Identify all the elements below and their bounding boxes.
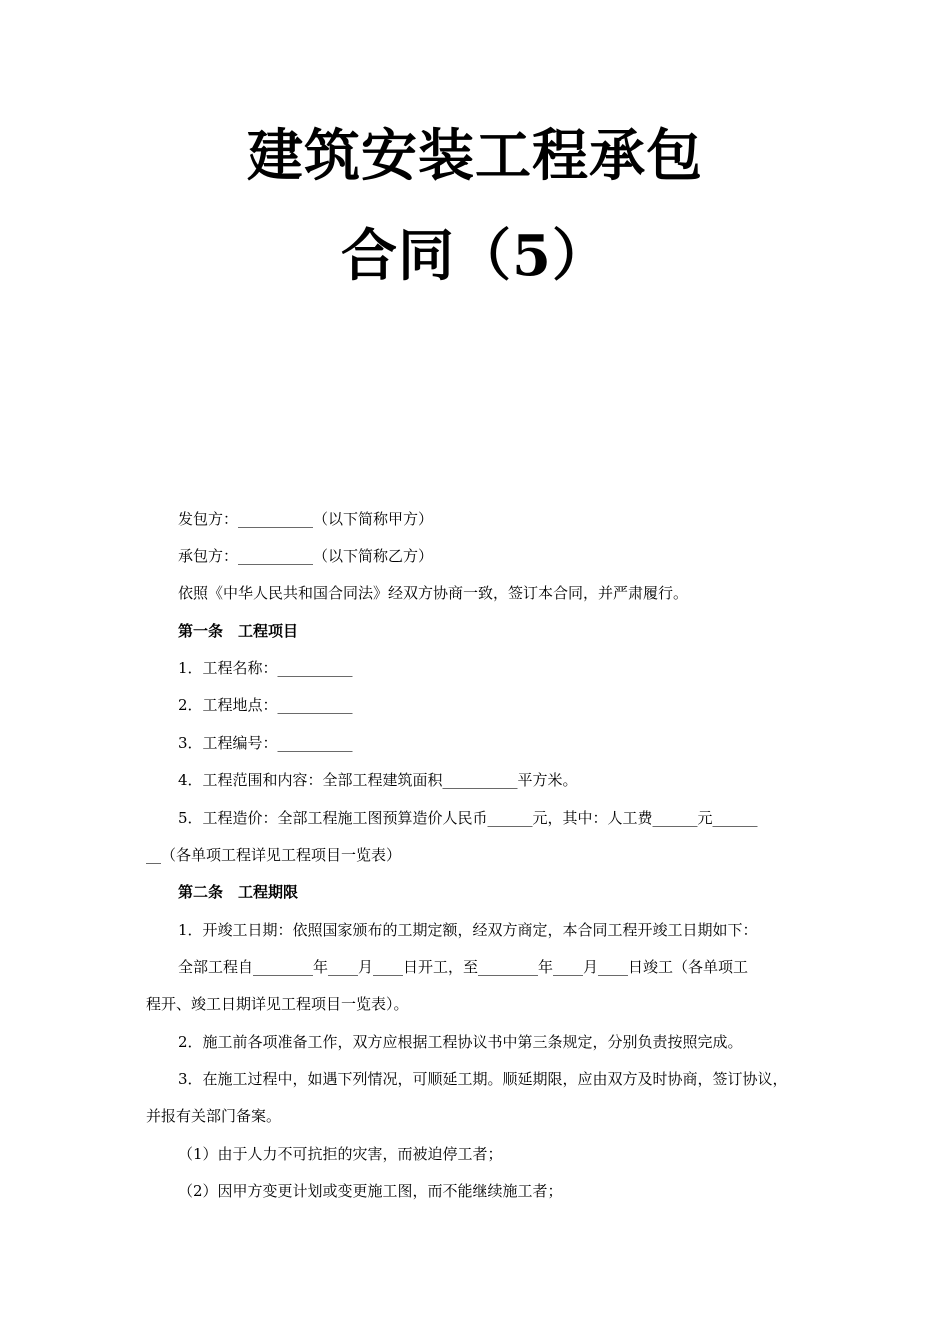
project-number-item: 3．工程编号：__________	[178, 734, 353, 752]
project-scope-item: 4．工程范围和内容：全部工程建筑面积__________平方米。	[178, 771, 578, 789]
party-a-line: 发包方：__________（以下简称甲方）	[178, 510, 434, 528]
article-2-heading: 第二条 工程期限	[178, 883, 299, 901]
project-cost-item: 5．工程造价：全部工程施工图预算造价人民币______元，其中：人工费______元______	[178, 809, 758, 827]
preamble-paragraph: 依照《中华人民共和国合同法》经双方协商一致，签订本合同，并严肃履行。	[178, 584, 689, 602]
schedule-dates-line-continued: 程开、竣工日期详见工程项目一览表）。	[146, 995, 409, 1013]
schedule-dates-line: 全部工程自________年____月____日开工，至________年____月____日竣工（各单项工	[178, 958, 749, 976]
project-cost-item-continued: __（各单项工程详见工程项目一览表）	[146, 846, 402, 864]
document-title-line-2: 合同（5）	[341, 223, 609, 289]
document-title-line-1: 建筑安装工程承包	[247, 123, 703, 189]
schedule-item: 1．开竣工日期：依照国家颁布的工期定额，经双方商定，本合同工程开竣工日期如下：	[178, 921, 758, 939]
extension-case-2: （2）因甲方变更计划或变更施工图，而不能继续施工者；	[178, 1182, 563, 1200]
extension-item: 3．在施工过程中，如遇下列情况，可顺延工期。顺延期限，应由双方及时协商，签订协议，	[178, 1070, 788, 1088]
extension-item-continued: 并报有关部门备案。	[146, 1107, 282, 1125]
project-location-item: 2．工程地点：__________	[178, 696, 353, 714]
extension-case-1: （1）由于人力不可抗拒的灾害，而被迫停工者；	[178, 1145, 503, 1163]
party-b-line: 承包方：__________（以下简称乙方）	[178, 547, 434, 565]
article-1-heading: 第一条 工程项目	[178, 622, 299, 640]
preparation-item: 2．施工前各项准备工作，双方应根据工程协议书中第三条规定，分别负责按照完成。	[178, 1033, 743, 1051]
project-name-item: 1．工程名称：__________	[178, 659, 353, 677]
